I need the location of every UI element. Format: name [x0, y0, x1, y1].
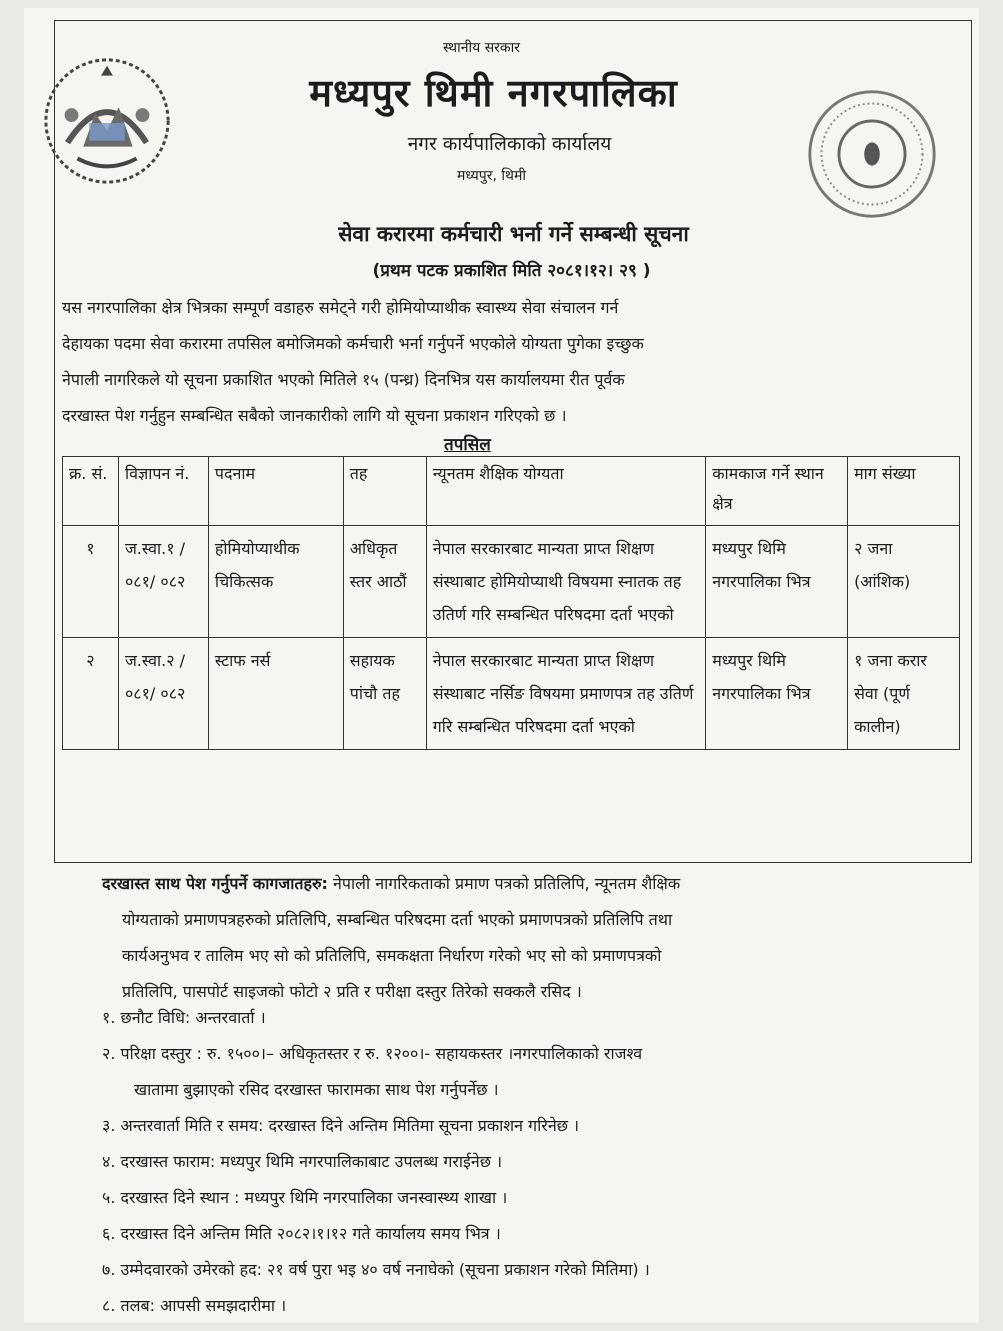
table-header-row	[63, 457, 960, 526]
cell-serial: १	[63, 526, 119, 638]
col-workplace: कामकाज गर्ने स्थान क्षेत्र	[706, 457, 848, 526]
cell-ad-number: ज.स्वा.१ /०८१/ ०८२	[118, 526, 208, 638]
col-serial: क्र. सं.	[63, 457, 119, 526]
rule-item-continuation: खातामा बुझाएको रसिद दरखास्त फारामका साथ पेश गर्नुपर्नेछ ।	[134, 1080, 499, 1099]
rule-item: १. छनौट विधि: अन्तरवार्ता ।	[102, 1008, 266, 1027]
documents-first-line	[94, 866, 944, 902]
rules-list	[102, 1000, 982, 1324]
rule-item: ८. तलब: आपसी समझदारीमा ।	[102, 1296, 287, 1315]
documents-line: योग्यताको प्रमाणपत्रहरुको प्रतिलिपि, सम्बन्धित परिषदमा दर्ता भएको प्रमाणपत्रको प्रतिलिपि तथा	[122, 910, 673, 929]
table-row	[63, 526, 960, 638]
notice-intro	[62, 290, 942, 434]
documents-label: दरखास्त साथ पेश गर्नुपर्ने कागजातहरु:	[102, 874, 328, 893]
table-caption: तपसिल	[444, 435, 491, 455]
col-qualification: न्यूनतम शैक्षिक योग्यता	[426, 457, 706, 526]
required-documents	[94, 866, 944, 1010]
cell-workplace: मध्यपुर थिमि नगरपालिका भित्र	[706, 526, 848, 638]
documents-line: नेपाली नागरिकताको प्रमाण पत्रको प्रतिलिपि, न्यूनतम शैक्षिक	[333, 874, 681, 893]
rule-item: ४. दरखास्त फाराम: मध्यपुर थिमि नगरपालिकाबाट उपलब्ध गराईनेछ ।	[102, 1152, 503, 1171]
cell-level: सहायक पांचौ तह	[343, 638, 426, 750]
cell-post: स्टाफ नर्स	[208, 638, 343, 750]
org-type: स्थानीय सरकार	[443, 40, 520, 56]
cell-workplace: मध्यपुर थिमि नगरपालिका भित्र	[706, 638, 848, 750]
intro-line: दरखास्त पेश गर्नुहुन सम्बन्धित सबैको जानकारीको लागि यो सूचना प्रकाशन गरिएको छ ।	[62, 406, 567, 425]
office-location: मध्यपुर, थिमी	[457, 168, 526, 184]
rule-item: ३. अन्तरवार्ता मिति र समय: दरखास्त दिने अन्तिम मितिमा सूचना प्रकाशन गरिनेछ ।	[102, 1116, 580, 1135]
col-level: तह	[343, 457, 426, 526]
cell-qualification: नेपाल सरकारबाट मान्यता प्राप्त शिक्षण संस्थाबाट होमियोप्याथी विषयमा स्नातक तह उतिर्ण गरि सम्बन्धित परिषदमा दर्ता भएको	[426, 526, 706, 638]
cell-qualification: नेपाल सरकारबाट मान्यता प्राप्त शिक्षण संस्थाबाट नर्सिङ विषयमा प्रमाणपत्र तह उतिर्ण गरि सम्बन्धित परिषदमा दर्ता भएको	[426, 638, 706, 750]
cell-demand: २ जना (आंशिक)	[848, 526, 960, 638]
col-post: पदनाम	[208, 457, 343, 526]
table-row	[63, 638, 960, 750]
rule-item: २. परिक्षा दस्तुर : रु. १५००।– अधिकृतस्तर र रु. १२००।- सहायकस्तर ।नगरपालिकाको राजश्व	[102, 1044, 643, 1063]
cell-ad-number: ज.स्वा.२ /०८१/ ०८२	[118, 638, 208, 750]
municipality-title: मध्यपुर थिमी नगरपालिका	[309, 71, 678, 115]
notice-title: सेवा करारमा कर्मचारी भर्ना गर्ने सम्बन्धी सूचना	[338, 222, 689, 246]
rule-item: ५. दरखास्त दिने स्थान : मध्यपुर थिमि नगरपालिका जनस्वास्थ्य शाखा ।	[102, 1188, 508, 1207]
documents-line: कार्यअनुभव र तालिम भए सो को प्रतिलिपि, समकक्षता निर्धारण गरेको भए सो को प्रमाणपत्रको	[122, 946, 662, 965]
cell-level: अधिकृत स्तर आठौं	[343, 526, 426, 638]
notice-page	[24, 8, 979, 1323]
documents-line: प्रतिलिपि, पासपोर्ट साइजको फोटो २ प्रति र परीक्षा दस्तुर तिरेको सक्कलै रसिद ।	[122, 982, 582, 1001]
intro-line: यस नगरपालिका क्षेत्र भित्रका सम्पूर्ण वडाहरु समेट्ने गरी होमियोप्याथीक स्वास्थ्य सेवा संचालन गर्न	[62, 298, 619, 317]
publish-date: (प्रथम पटक प्रकाशित मिति २०८१।१२। २९ )	[372, 261, 651, 281]
col-demand: माग संख्या	[848, 457, 960, 526]
cell-serial: २	[63, 638, 119, 750]
intro-line: नेपाली नागरिकले यो सूचना प्रकाशित भएको मितिले १५ (पन्ध्र) दिनभित्र यस कार्यालयमा रीत पूर्वक	[62, 370, 625, 389]
col-ad-number: विज्ञापन नं.	[118, 457, 208, 526]
rule-item: ७. उम्मेदवारको उमेरको हद: २१ वर्ष पुरा भइ ४० वर्ष ननाघेको (सूचना प्रकाशन गरेको मितिमा) ।	[102, 1260, 650, 1279]
rule-item: ६. दरखास्त दिने अन्तिम मिति २०८२।१।१२ गते कार्यालय समय भित्र ।	[102, 1224, 501, 1243]
cell-post: होमियोप्याथीक चिकित्सक	[208, 526, 343, 638]
vacancy-table	[62, 456, 960, 750]
cell-demand: १ जना करार सेवा (पूर्ण कालीन)	[848, 638, 960, 750]
intro-line: देहायका पदमा सेवा करारमा तपसिल बमोजिमको कर्मचारी भर्ना गर्नुपर्ने भएकोले योग्यता पुगेका इच्छुक	[62, 334, 644, 353]
office-name: नगर कार्यपालिकाको कार्यालय	[407, 133, 612, 155]
